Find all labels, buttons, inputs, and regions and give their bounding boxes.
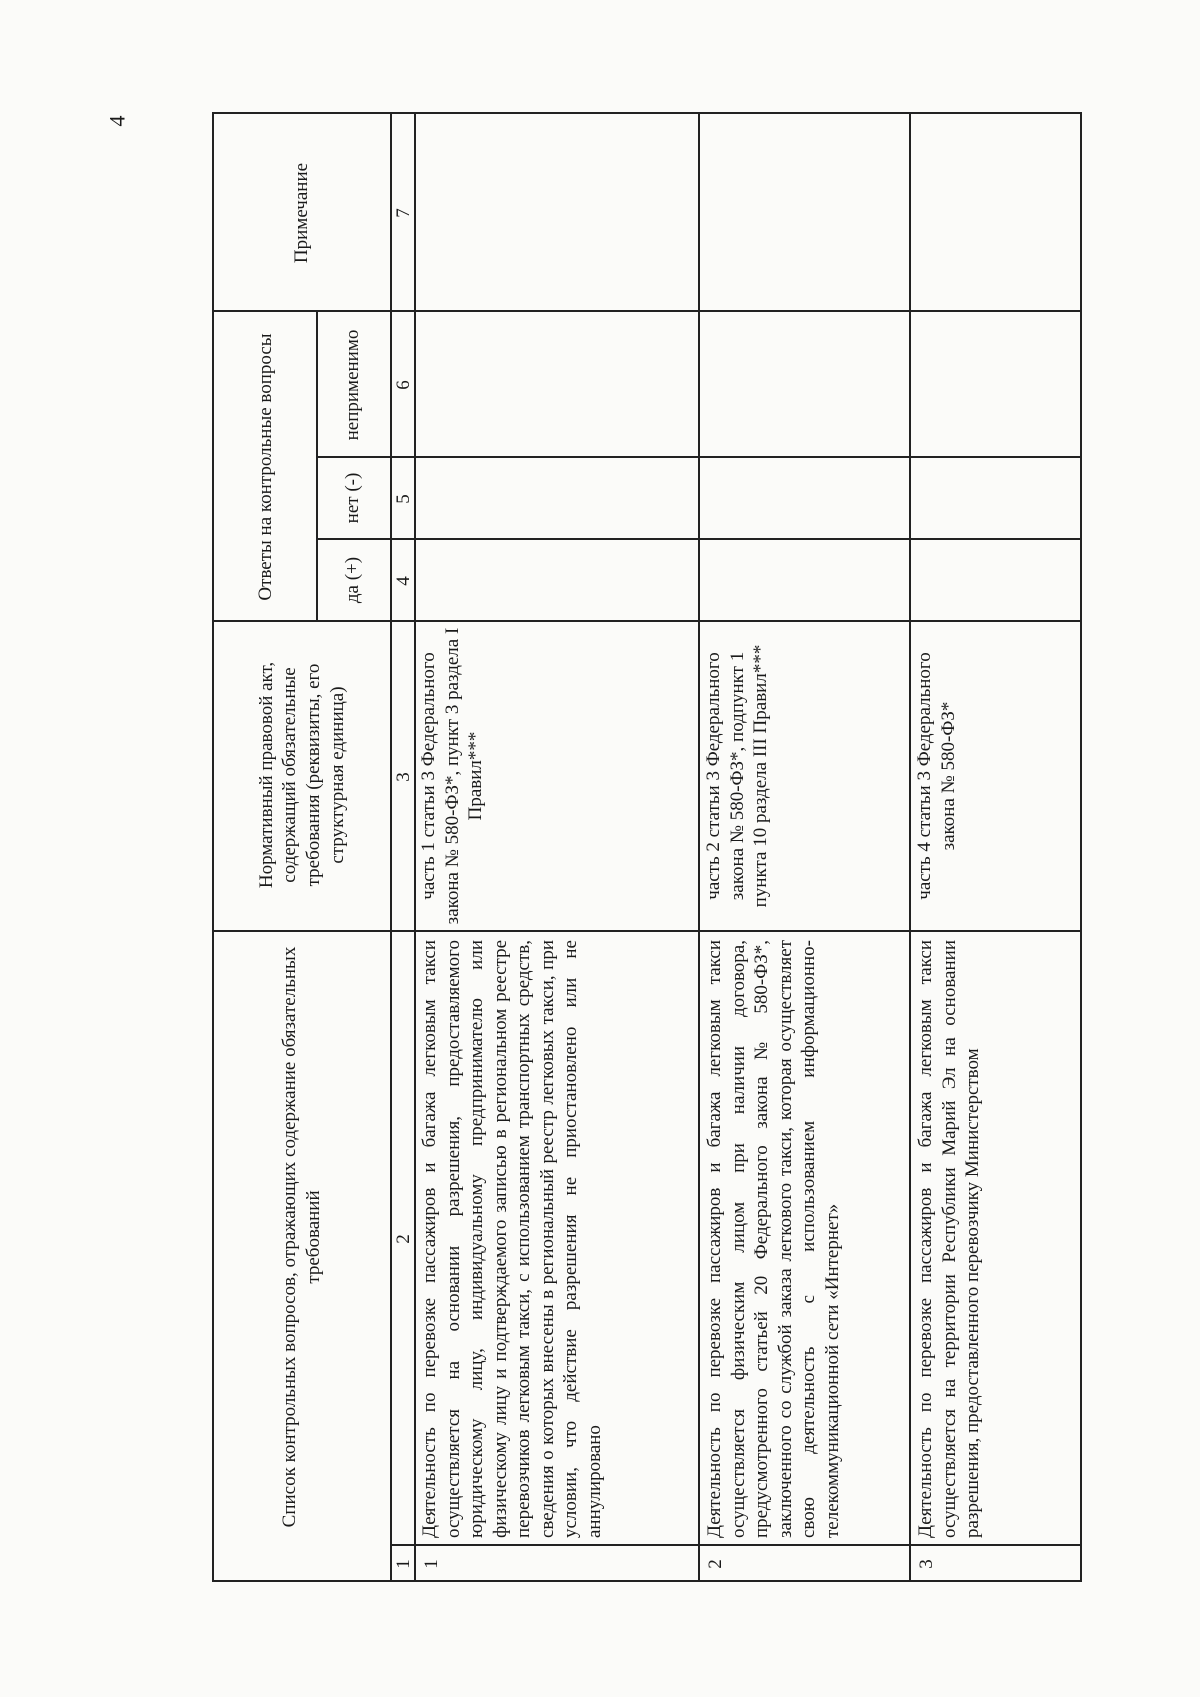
header-note: Примечание (291, 162, 313, 264)
column-number: 1 (393, 1559, 414, 1569)
column-number: 6 (393, 380, 414, 390)
question-text: Деятельность по перевозке пассажиров и багажа легковым такси осуществляется на территории Республики Марий Эл на основании разрешения, предоставленного перевозчику Министерством (915, 940, 984, 1538)
col-divider (212, 930, 1082, 932)
header-questions: Список контрольных вопросов, отражающих содержание обязательных требований (279, 946, 324, 1528)
rotated-page (212, 112, 1082, 1582)
column-number: 4 (393, 576, 414, 586)
question-text: Деятельность по перевозке пассажиров и багажа легковым такси осуществляется физическим лицом при наличии договора, предусмотренного статьей 20 Федерального закона № 580-ФЗ*, заключенного со службой заказа легкового такси, которая осуществляет свою деятельность с использованием информационно-телекоммуникационной сети «Интернет» (704, 940, 843, 1538)
page-number: 4 (104, 115, 130, 127)
row-number: 1 (421, 1559, 442, 1569)
header-yes: да (+) (342, 556, 364, 604)
column-number: 7 (393, 208, 414, 218)
row-number: 3 (916, 1559, 937, 1569)
col-divider (390, 1544, 1080, 1546)
row-number: 2 (705, 1559, 726, 1569)
header-legal-act: Нормативный правовой акт, содержащий обязательные требования (реквизиты, его структурная единица) (255, 661, 348, 889)
header-not-applicable: неприменимо (342, 329, 364, 441)
column-number: 5 (393, 494, 414, 504)
header-answers: Ответы на контрольные вопросы (255, 333, 277, 601)
legal-act-text: часть 4 статьи 3 Федерального закона № 580-ФЗ* (914, 652, 959, 900)
col-divider (316, 538, 1082, 540)
col-divider (212, 310, 1082, 312)
table-border-right (212, 112, 1082, 114)
table-border-bottom (1080, 112, 1082, 1582)
col-divider (316, 456, 1082, 458)
table-border-left (212, 1580, 1082, 1582)
column-number: 2 (393, 1234, 414, 1244)
question-text: Деятельность по перевозке пассажиров и багажа легковым такси осуществляется на основании разрешения, предоставляемого юридическому лицу, индивидуальному предпринимателю или физическому лицу и подтверждаемого записью в региональном реестре перевозчиков легковым такси, с использованием транспортных средств, сведения о которых внесены в региональный реестр легковых такси, при условии, что действие разрешения не приостановлено или не аннулировано (419, 940, 605, 1538)
checklist-table (212, 112, 1082, 1582)
table-border-top (212, 112, 214, 1582)
col-divider (212, 620, 1082, 622)
legal-act-text: часть 1 статьи 3 Федерального закона № 580-ФЗ*, пункт 3 раздела I Правил*** (418, 627, 487, 925)
column-number: 3 (393, 772, 414, 782)
header-no: нет (-) (342, 472, 364, 524)
legal-act-text: часть 2 статьи 3 Федерального закона № 580-ФЗ*, подпункт 1 пункта 10 раздела III Правил*** (703, 644, 772, 908)
